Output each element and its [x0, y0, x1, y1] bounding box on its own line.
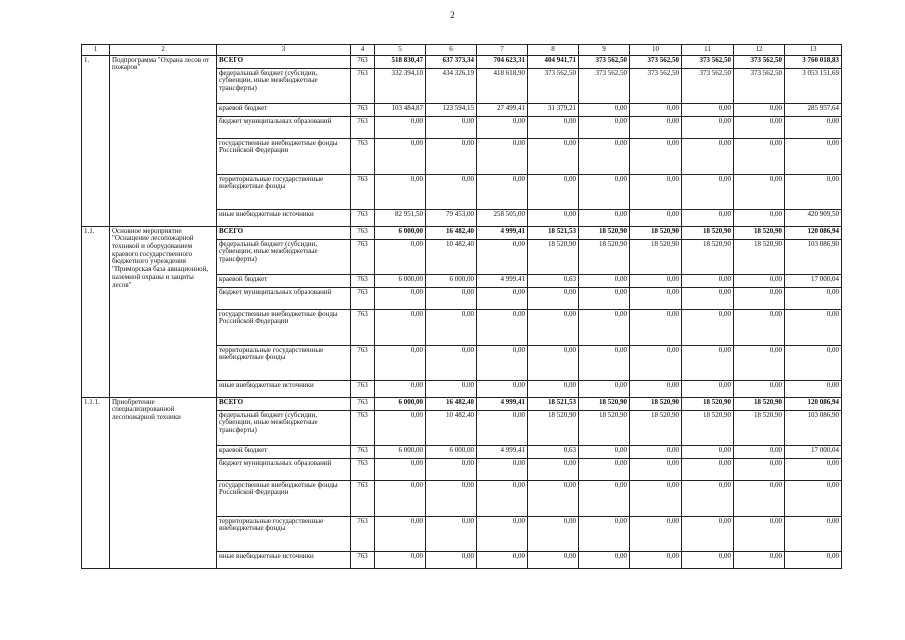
- amount-cell: 0,00: [579, 274, 630, 287]
- amount-cell: 0,00: [630, 516, 682, 551]
- funding-source: бюджет муниципальных образований: [217, 287, 351, 309]
- amount-cell: 434 326,19: [426, 68, 477, 103]
- amount-cell: 0,00: [426, 551, 477, 568]
- amount-cell: 18 520,90: [734, 410, 785, 445]
- amount-cell: 373 562,50: [734, 55, 785, 68]
- budget-code: 763: [351, 397, 375, 410]
- column-number-header: 11: [682, 45, 734, 56]
- amount-cell: 0,00: [579, 551, 630, 568]
- amount-cell: 0,00: [426, 458, 477, 480]
- amount-cell: 0,00: [630, 551, 682, 568]
- amount-cell: 17 000,04: [785, 445, 842, 458]
- budget-code: 763: [351, 480, 375, 516]
- amount-cell: 0,00: [734, 345, 785, 380]
- amount-cell: 0,00: [785, 287, 842, 309]
- amount-cell: 0,00: [426, 174, 477, 209]
- amount-cell: 0,00: [579, 103, 630, 116]
- amount-cell: 123 594,15: [426, 103, 477, 116]
- amount-cell: 18 520,90: [630, 410, 682, 445]
- amount-cell: 18 520,90: [682, 410, 734, 445]
- amount-cell: 18 520,90: [630, 397, 682, 410]
- amount-cell: 0,00: [734, 445, 785, 458]
- amount-cell: 79 453,00: [426, 209, 477, 226]
- amount-cell: 0,00: [630, 445, 682, 458]
- column-number-header: 9: [579, 45, 630, 56]
- funding-source: государственные внебюджетные фонды Российской Федерации: [217, 480, 351, 516]
- funding-table: [81, 44, 842, 569]
- amount-cell: 82 951,50: [375, 209, 426, 226]
- amount-cell: 0,00: [375, 116, 426, 138]
- amount-cell: 420 909,50: [785, 209, 842, 226]
- amount-cell: 3 760 018,83: [785, 55, 842, 68]
- amount-cell: 0,00: [477, 309, 528, 345]
- amount-cell: 0,00: [528, 458, 579, 480]
- amount-cell: 0,00: [375, 480, 426, 516]
- amount-cell: 373 562,50: [682, 55, 734, 68]
- amount-cell: 18 520,90: [579, 397, 630, 410]
- budget-code: 763: [351, 103, 375, 116]
- amount-cell: 0,00: [477, 116, 528, 138]
- amount-cell: 18 520,90: [630, 226, 682, 239]
- amount-cell: 120 086,94: [785, 397, 842, 410]
- funding-source: государственные внебюджетные фонды Российской Федерации: [217, 138, 351, 174]
- amount-cell: 0,00: [785, 516, 842, 551]
- amount-cell: 373 562,50: [630, 55, 682, 68]
- amount-cell: 0,00: [785, 480, 842, 516]
- amount-cell: 27 499,41: [477, 103, 528, 116]
- amount-cell: 3 053 151,69: [785, 68, 842, 103]
- funding-source: иные внебюджетные источники: [217, 380, 351, 397]
- budget-code: 763: [351, 209, 375, 226]
- amount-cell: 0,00: [426, 287, 477, 309]
- amount-cell: 0,00: [528, 138, 579, 174]
- amount-cell: 0,00: [375, 458, 426, 480]
- budget-code: 763: [351, 551, 375, 568]
- amount-cell: 18 521,53: [528, 397, 579, 410]
- amount-cell: 0,00: [477, 138, 528, 174]
- amount-cell: 0,00: [734, 287, 785, 309]
- budget-code: 763: [351, 516, 375, 551]
- column-number-header: 1: [82, 45, 110, 56]
- amount-cell: 103 086,90: [785, 410, 842, 445]
- amount-cell: 373 562,50: [734, 68, 785, 103]
- budget-code: 763: [351, 226, 375, 239]
- amount-cell: 16 482,40: [426, 226, 477, 239]
- amount-cell: 0,00: [630, 380, 682, 397]
- amount-cell: 18 520,90: [682, 239, 734, 274]
- amount-cell: 0,00: [579, 380, 630, 397]
- amount-cell: 4 999,41: [477, 226, 528, 239]
- amount-cell: 0,00: [734, 209, 785, 226]
- column-number-header: 12: [734, 45, 785, 56]
- amount-cell: 18 521,53: [528, 226, 579, 239]
- budget-code: 763: [351, 116, 375, 138]
- amount-cell: 18 520,90: [682, 226, 734, 239]
- amount-cell: 373 562,50: [682, 68, 734, 103]
- amount-cell: 0,00: [785, 345, 842, 380]
- amount-cell: 0,00: [682, 287, 734, 309]
- amount-cell: 0,00: [528, 209, 579, 226]
- amount-cell: 18 520,90: [682, 397, 734, 410]
- amount-cell: 6 000,00: [375, 397, 426, 410]
- column-number-header: 8: [528, 45, 579, 56]
- amount-cell: 6 000,00: [375, 226, 426, 239]
- amount-cell: 0,00: [630, 458, 682, 480]
- amount-cell: 0,00: [682, 458, 734, 480]
- column-number-header: 10: [630, 45, 682, 56]
- funding-source: бюджет муниципальных образований: [217, 116, 351, 138]
- amount-cell: 0,00: [579, 174, 630, 209]
- amount-cell: 0,00: [426, 380, 477, 397]
- funding-source: государственные внебюджетные фонды Российской Федерации: [217, 309, 351, 345]
- column-number-header: 7: [477, 45, 528, 56]
- amount-cell: 0,00: [375, 174, 426, 209]
- section-number: 1.1.: [82, 226, 110, 397]
- amount-cell: 0,00: [734, 116, 785, 138]
- funding-source: бюджет муниципальных образований: [217, 458, 351, 480]
- amount-cell: 0,00: [579, 458, 630, 480]
- column-number-header: 4: [351, 45, 375, 56]
- amount-cell: 0,00: [426, 345, 477, 380]
- funding-source: иные внебюджетные источники: [217, 209, 351, 226]
- budget-code: 763: [351, 345, 375, 380]
- amount-cell: 0,00: [734, 174, 785, 209]
- amount-cell: 0,00: [785, 551, 842, 568]
- amount-cell: 0,00: [528, 380, 579, 397]
- amount-cell: 0,00: [426, 309, 477, 345]
- amount-cell: 0,00: [477, 410, 528, 445]
- amount-cell: 0,00: [734, 551, 785, 568]
- amount-cell: 0,00: [528, 174, 579, 209]
- amount-cell: 0,00: [785, 380, 842, 397]
- amount-cell: 373 562,50: [528, 68, 579, 103]
- budget-code: 763: [351, 287, 375, 309]
- column-number-header: 6: [426, 45, 477, 56]
- amount-cell: 0,00: [682, 345, 734, 380]
- amount-cell: 0,00: [682, 516, 734, 551]
- amount-cell: 18 520,90: [528, 239, 579, 274]
- budget-code: 763: [351, 445, 375, 458]
- amount-cell: 0,00: [375, 138, 426, 174]
- amount-cell: 0,00: [682, 480, 734, 516]
- amount-cell: 0,00: [477, 345, 528, 380]
- budget-code: 763: [351, 410, 375, 445]
- funding-source: федеральный бюджет (субсидии, субвенции, иные межбюджетные трансферты): [217, 239, 351, 274]
- amount-cell: 18 520,90: [579, 226, 630, 239]
- amount-cell: 0,00: [630, 345, 682, 380]
- table-body: [82, 55, 842, 568]
- amount-cell: 0,00: [630, 103, 682, 116]
- funding-source: ВСЕГО: [217, 397, 351, 410]
- amount-cell: 0,00: [682, 309, 734, 345]
- amount-cell: 0,00: [477, 458, 528, 480]
- amount-cell: 0,00: [682, 551, 734, 568]
- amount-cell: 0,00: [630, 274, 682, 287]
- amount-cell: 0,00: [734, 480, 785, 516]
- amount-cell: 0,00: [426, 516, 477, 551]
- amount-cell: 373 562,50: [630, 68, 682, 103]
- amount-cell: 0,00: [630, 138, 682, 174]
- section-number: 1.1.1.: [82, 397, 110, 568]
- amount-cell: 0,00: [734, 103, 785, 116]
- page-number: 2: [450, 10, 455, 20]
- amount-cell: 404 941,71: [528, 55, 579, 68]
- amount-cell: 0,00: [579, 445, 630, 458]
- amount-cell: 31 379,21: [528, 103, 579, 116]
- budget-code: 763: [351, 174, 375, 209]
- amount-cell: 0,00: [375, 551, 426, 568]
- section-number: 1.: [82, 55, 110, 226]
- amount-cell: 418 618,90: [477, 68, 528, 103]
- amount-cell: 0,00: [375, 345, 426, 380]
- amount-cell: 4 999,41: [477, 397, 528, 410]
- amount-cell: 518 830,47: [375, 55, 426, 68]
- amount-cell: 332 394,10: [375, 68, 426, 103]
- amount-cell: 0,00: [528, 480, 579, 516]
- table-row: [82, 55, 842, 68]
- amount-cell: 0,00: [785, 116, 842, 138]
- amount-cell: 18 520,90: [579, 410, 630, 445]
- amount-cell: 0,00: [528, 516, 579, 551]
- amount-cell: 17 000,04: [785, 274, 842, 287]
- amount-cell: 0,00: [477, 516, 528, 551]
- budget-code: 763: [351, 239, 375, 274]
- amount-cell: 18 520,90: [734, 397, 785, 410]
- amount-cell: 0,00: [528, 309, 579, 345]
- amount-cell: 0,00: [734, 458, 785, 480]
- amount-cell: 16 482,40: [426, 397, 477, 410]
- amount-cell: 0,00: [477, 287, 528, 309]
- column-number-row: [82, 45, 842, 56]
- section-name: Основное мероприятие "Оснащение лесопожарной техникой и оборудованием краевого государственного бюджетного учреждения "Приморская база авиационной, наземной охраны и защиты лесов": [110, 226, 217, 397]
- budget-code: 763: [351, 55, 375, 68]
- amount-cell: 0,00: [630, 480, 682, 516]
- amount-cell: 0,00: [375, 287, 426, 309]
- amount-cell: 0,00: [579, 116, 630, 138]
- amount-cell: 0,00: [579, 287, 630, 309]
- amount-cell: 18 520,90: [579, 239, 630, 274]
- funding-source: краевой бюджет: [217, 445, 351, 458]
- section-name: Подпрограмма "Охрана лесов от пожаров": [110, 55, 217, 226]
- amount-cell: 0,00: [630, 209, 682, 226]
- amount-cell: 0,00: [785, 309, 842, 345]
- amount-cell: 18 520,90: [528, 410, 579, 445]
- amount-cell: 103 484,87: [375, 103, 426, 116]
- funding-source: территориальные государственные внебюджетные фонды: [217, 174, 351, 209]
- amount-cell: 0,00: [477, 174, 528, 209]
- amount-cell: 0,00: [579, 516, 630, 551]
- amount-cell: 120 086,94: [785, 226, 842, 239]
- funding-source: территориальные государственные внебюджетные фонды: [217, 345, 351, 380]
- amount-cell: 0,00: [734, 274, 785, 287]
- amount-cell: 0,00: [477, 380, 528, 397]
- amount-cell: 0,00: [528, 345, 579, 380]
- budget-code: 763: [351, 458, 375, 480]
- amount-cell: 0,00: [528, 551, 579, 568]
- column-number-header: 5: [375, 45, 426, 56]
- amount-cell: 285 957,64: [785, 103, 842, 116]
- amount-cell: 18 520,90: [630, 239, 682, 274]
- amount-cell: 0,00: [734, 380, 785, 397]
- amount-cell: 6 000,00: [375, 445, 426, 458]
- amount-cell: 0,00: [682, 138, 734, 174]
- amount-cell: 258 505,00: [477, 209, 528, 226]
- amount-cell: 0,00: [682, 209, 734, 226]
- amount-cell: 0,00: [734, 309, 785, 345]
- column-number-header: 13: [785, 45, 842, 56]
- amount-cell: 0,00: [682, 274, 734, 287]
- amount-cell: 0,00: [579, 209, 630, 226]
- column-number-header: 3: [217, 45, 351, 56]
- amount-cell: 0,00: [375, 380, 426, 397]
- amount-cell: 18 520,90: [734, 239, 785, 274]
- amount-cell: 18 520,90: [734, 226, 785, 239]
- amount-cell: 0,00: [785, 138, 842, 174]
- amount-cell: 6 000,00: [375, 274, 426, 287]
- amount-cell: 0,00: [579, 345, 630, 380]
- amount-cell: 0,00: [579, 480, 630, 516]
- amount-cell: 0,00: [682, 103, 734, 116]
- amount-cell: 0,00: [630, 116, 682, 138]
- amount-cell: 4 999,41: [477, 445, 528, 458]
- section-name: Приобретение специализированной лесопожарной техники: [110, 397, 217, 568]
- amount-cell: 0,00: [682, 380, 734, 397]
- amount-cell: 6 000,00: [426, 445, 477, 458]
- amount-cell: 0,00: [734, 138, 785, 174]
- amount-cell: 704 623,31: [477, 55, 528, 68]
- funding-source: краевой бюджет: [217, 103, 351, 116]
- budget-code: 763: [351, 309, 375, 345]
- funding-source: территориальные государственные внебюджетные фонды: [217, 516, 351, 551]
- amount-cell: 637 373,34: [426, 55, 477, 68]
- amount-cell: 6 000,00: [426, 274, 477, 287]
- amount-cell: 0,00: [477, 551, 528, 568]
- amount-cell: 0,00: [528, 116, 579, 138]
- amount-cell: 103 086,90: [785, 239, 842, 274]
- budget-code: 763: [351, 274, 375, 287]
- amount-cell: 0,63: [528, 274, 579, 287]
- funding-source: федеральный бюджет (субсидии, субвенции, иные межбюджетные трансферты): [217, 410, 351, 445]
- funding-source: ВСЕГО: [217, 55, 351, 68]
- amount-cell: 4 999,41: [477, 274, 528, 287]
- amount-cell: 0,00: [785, 458, 842, 480]
- amount-cell: 0,00: [682, 116, 734, 138]
- amount-cell: 0,00: [426, 116, 477, 138]
- column-number-header: 2: [110, 45, 217, 56]
- funding-source: ВСЕГО: [217, 226, 351, 239]
- funding-source: краевой бюджет: [217, 274, 351, 287]
- amount-cell: 0,00: [630, 287, 682, 309]
- amount-cell: 0,00: [630, 309, 682, 345]
- amount-cell: 0,00: [528, 287, 579, 309]
- amount-cell: 0,00: [426, 138, 477, 174]
- amount-cell: 0,00: [375, 239, 426, 274]
- amount-cell: 0,00: [630, 174, 682, 209]
- amount-cell: 0,00: [375, 410, 426, 445]
- amount-cell: 0,00: [375, 516, 426, 551]
- amount-cell: 10 482,40: [426, 239, 477, 274]
- amount-cell: 0,00: [477, 480, 528, 516]
- budget-code: 763: [351, 138, 375, 174]
- amount-cell: 0,00: [375, 309, 426, 345]
- table-row: [82, 226, 842, 239]
- amount-cell: 0,00: [682, 445, 734, 458]
- amount-cell: 0,00: [785, 174, 842, 209]
- amount-cell: 0,63: [528, 445, 579, 458]
- amount-cell: 373 562,50: [579, 55, 630, 68]
- table-row: [82, 397, 842, 410]
- funding-source: федеральный бюджет (субсидии, субвенции, иные межбюджетные трансферты): [217, 68, 351, 103]
- amount-cell: 0,00: [579, 309, 630, 345]
- amount-cell: 0,00: [682, 174, 734, 209]
- amount-cell: 0,00: [426, 480, 477, 516]
- amount-cell: 373 562,50: [579, 68, 630, 103]
- amount-cell: 10 482,40: [426, 410, 477, 445]
- amount-cell: 0,00: [477, 239, 528, 274]
- budget-code: 763: [351, 68, 375, 103]
- funding-source: иные внебюджетные источники: [217, 551, 351, 568]
- budget-code: 763: [351, 380, 375, 397]
- amount-cell: 0,00: [579, 138, 630, 174]
- amount-cell: 0,00: [734, 516, 785, 551]
